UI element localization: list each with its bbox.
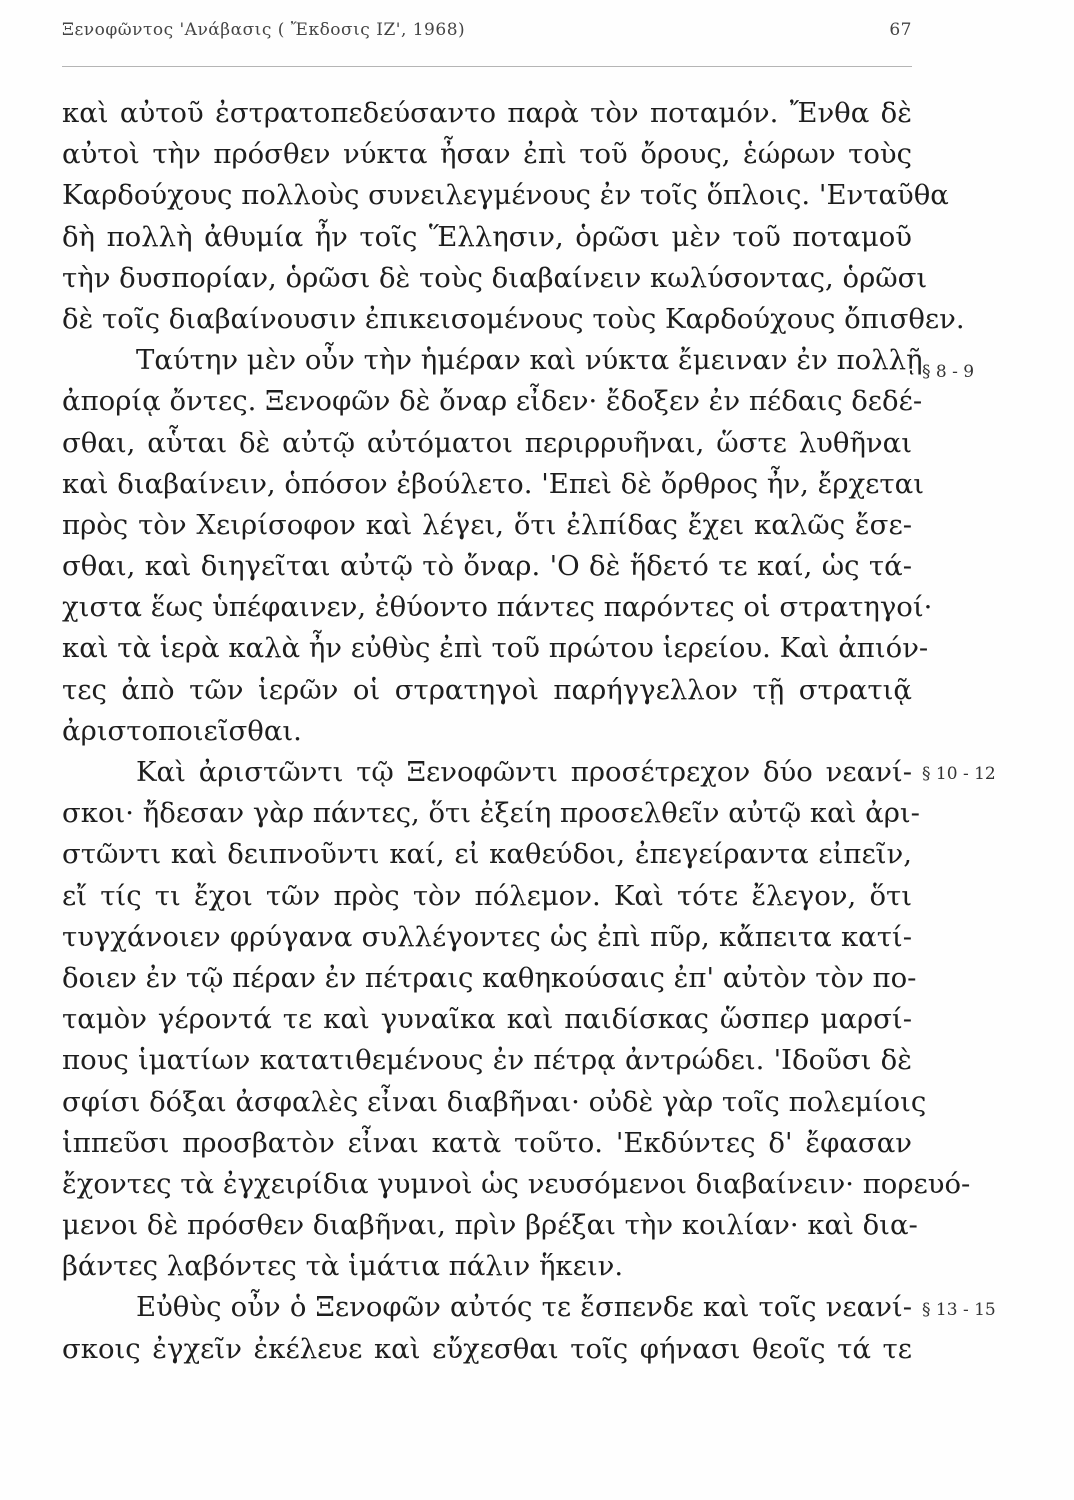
text-line: σφίσι δόξαι ἀσφαλὲς εἶναι διαβῆναι· οὐδὲ γὰρ τοῖς πολεμίοις: [62, 1085, 927, 1118]
margin-section-note: § 13 - 15: [922, 1300, 996, 1320]
text-line: δὴ πολλὴ ἀθυμία ἦν τοῖς Ἕλλησιν, ὁρῶσι μὲν τοῦ ποταμοῦ: [62, 220, 912, 253]
text-line: πρὸς τὸν Χειρίσοφον καὶ λέγει, ὅτι ἐλπίδας ἔχει καλῶς ἔσε-: [62, 508, 912, 541]
text-line: σθαι, καὶ διηγεῖται αὐτῷ τὸ ὄναρ. 'Ο δὲ ἥδετό τε καί, ὡς τά-: [62, 550, 912, 583]
text-line: πους ἱματίων κατατιθεμένους ἐν πέτρᾳ ἀντρώδει. 'Ιδοῦσι δὲ: [62, 1044, 912, 1077]
text-line: αὐτοὶ τὴν πρόσθεν νύκτα ἦσαν ἐπὶ τοῦ ὄρους, ἑώρων τοὺς: [62, 138, 912, 171]
text-line: βάντες λαβόντες τὰ ἱμάτια πάλιν ἥκειν.: [62, 1250, 624, 1283]
margin-section-note: § 8 - 9: [922, 362, 975, 382]
text-line: εἴ τίς τι ἔχοι τῶν πρὸς τὸν πόλεμον. Καὶ τότε ἔλεγον, ὅτι: [62, 879, 912, 912]
text-line: τυγχάνοιεν φρύγανα συλλέγοντες ὡς ἐπὶ πῦρ, κἄπειτα κατί-: [62, 920, 912, 953]
text-line: Καὶ ἀριστῶντι τῷ Ξενοφῶντι προσέτρεχον δύο νεανί-: [136, 756, 912, 788]
text-line: καὶ διαβαίνειν, ὁπόσον ἐβούλετο. 'Επεὶ δὲ ὄρθρος ἦν, ἔρχεται: [62, 467, 924, 500]
text-line: καὶ τὰ ἱερὰ καλὰ ἦν εὐθὺς ἐπὶ τοῦ πρώτου ἱερείου. Καὶ ἀπιόν-: [62, 632, 929, 665]
running-title: Ξενοφῶντος 'Ανάβασις ( Ἔκδοσις ΙΖ', 1968): [62, 20, 466, 40]
text-line: σκοις ἐγχεῖν ἐκέλευε καὶ εὔχεσθαι τοῖς φήνασι θεοῖς τά τε: [62, 1332, 912, 1365]
text-line: ταμὸν γέροντά τε καὶ γυναῖκα καὶ παιδίσκας ὥσπερ μαρσί-: [62, 1003, 912, 1036]
margin-section-note: § 10 - 12: [922, 764, 996, 784]
text-line: ἀριστοποιεῖσθαι.: [62, 714, 302, 747]
text-line: δὲ τοῖς διαβαίνουσιν ἐπικεισομένους τοὺς Καρδούχους ὄπισθεν.: [62, 302, 965, 335]
text-line: μενοι δὲ πρόσθεν διαβῆναι, πρὶν βρέξαι τὴν κοιλίαν· καὶ δια-: [62, 1209, 918, 1242]
text-line: στῶντι καὶ δειπνοῦντι καί, εἰ καθεύδοι, ἐπεγείραντα εἰπεῖν,: [62, 838, 912, 871]
text-line: ἱππεῦσι προσβατὸν εἶναι κατὰ τοῦτο. 'Εκδύντες δ' ἔφασαν: [62, 1126, 912, 1159]
text-line: σκοι· ἤδεσαν γὰρ πάντες, ὅτι ἐξείη προσελθεῖν αὐτῷ καὶ ἀρι-: [62, 797, 920, 830]
text-line: τες ἀπὸ τῶν ἱερῶν οἱ στρατηγοὶ παρήγγελλον τῇ στρατιᾷ: [62, 673, 912, 706]
text-line: τὴν δυσπορίαν, ὁρῶσι δὲ τοὺς διαβαίνειν κωλύσοντας, ὁρῶσι: [62, 261, 928, 294]
page-number: 67: [889, 20, 912, 40]
text-line: χιστα ἕως ὑπέφαινεν, ἐθύοντο πάντες παρόντες οἱ στρατηγοί·: [62, 591, 933, 624]
text-line: Εὐθὺς οὖν ὁ Ξενοφῶν αὐτός τε ἔσπενδε καὶ τοῖς νεανί-: [136, 1291, 912, 1324]
text-line: ἔχοντες τὰ ἐγχειρίδια γυμνοὶ ὡς νευσόμενοι διαβαίνειν· πορευό-: [62, 1167, 971, 1200]
text-line: Ταύτην μὲν οὖν τὴν ἡμέραν καὶ νύκτα ἔμειναν ἐν πολλῇ: [136, 344, 923, 377]
text-line: δοιεν ἐν τῷ πέραν ἐν πέτραις καθηκούσαις ἐπ' αὐτὸν τὸν πο-: [62, 961, 917, 994]
text-line: ἀπορίᾳ ὄντες. Ξενοφῶν δὲ ὄναρ εἶδεν· ἔδοξεν ἐν πέδαις δεδέ-: [62, 385, 923, 418]
text-line: σθαι, αὗται δὲ αὐτῷ αὐτόματοι περιρρυῆναι, ὥστε λυθῆναι: [62, 426, 912, 459]
text-line: καὶ αὐτοῦ ἐστρατοπεδεύσαντο παρὰ τὸν ποταμόν. Ἔνθα δὲ: [62, 97, 912, 129]
running-head: [62, 20, 912, 50]
text-line: Καρδούχους πολλοὺς συνειλεγμένους ἐν τοῖς ὅπλοις. 'Ενταῦθα: [62, 179, 949, 212]
header-rule: [62, 66, 912, 67]
